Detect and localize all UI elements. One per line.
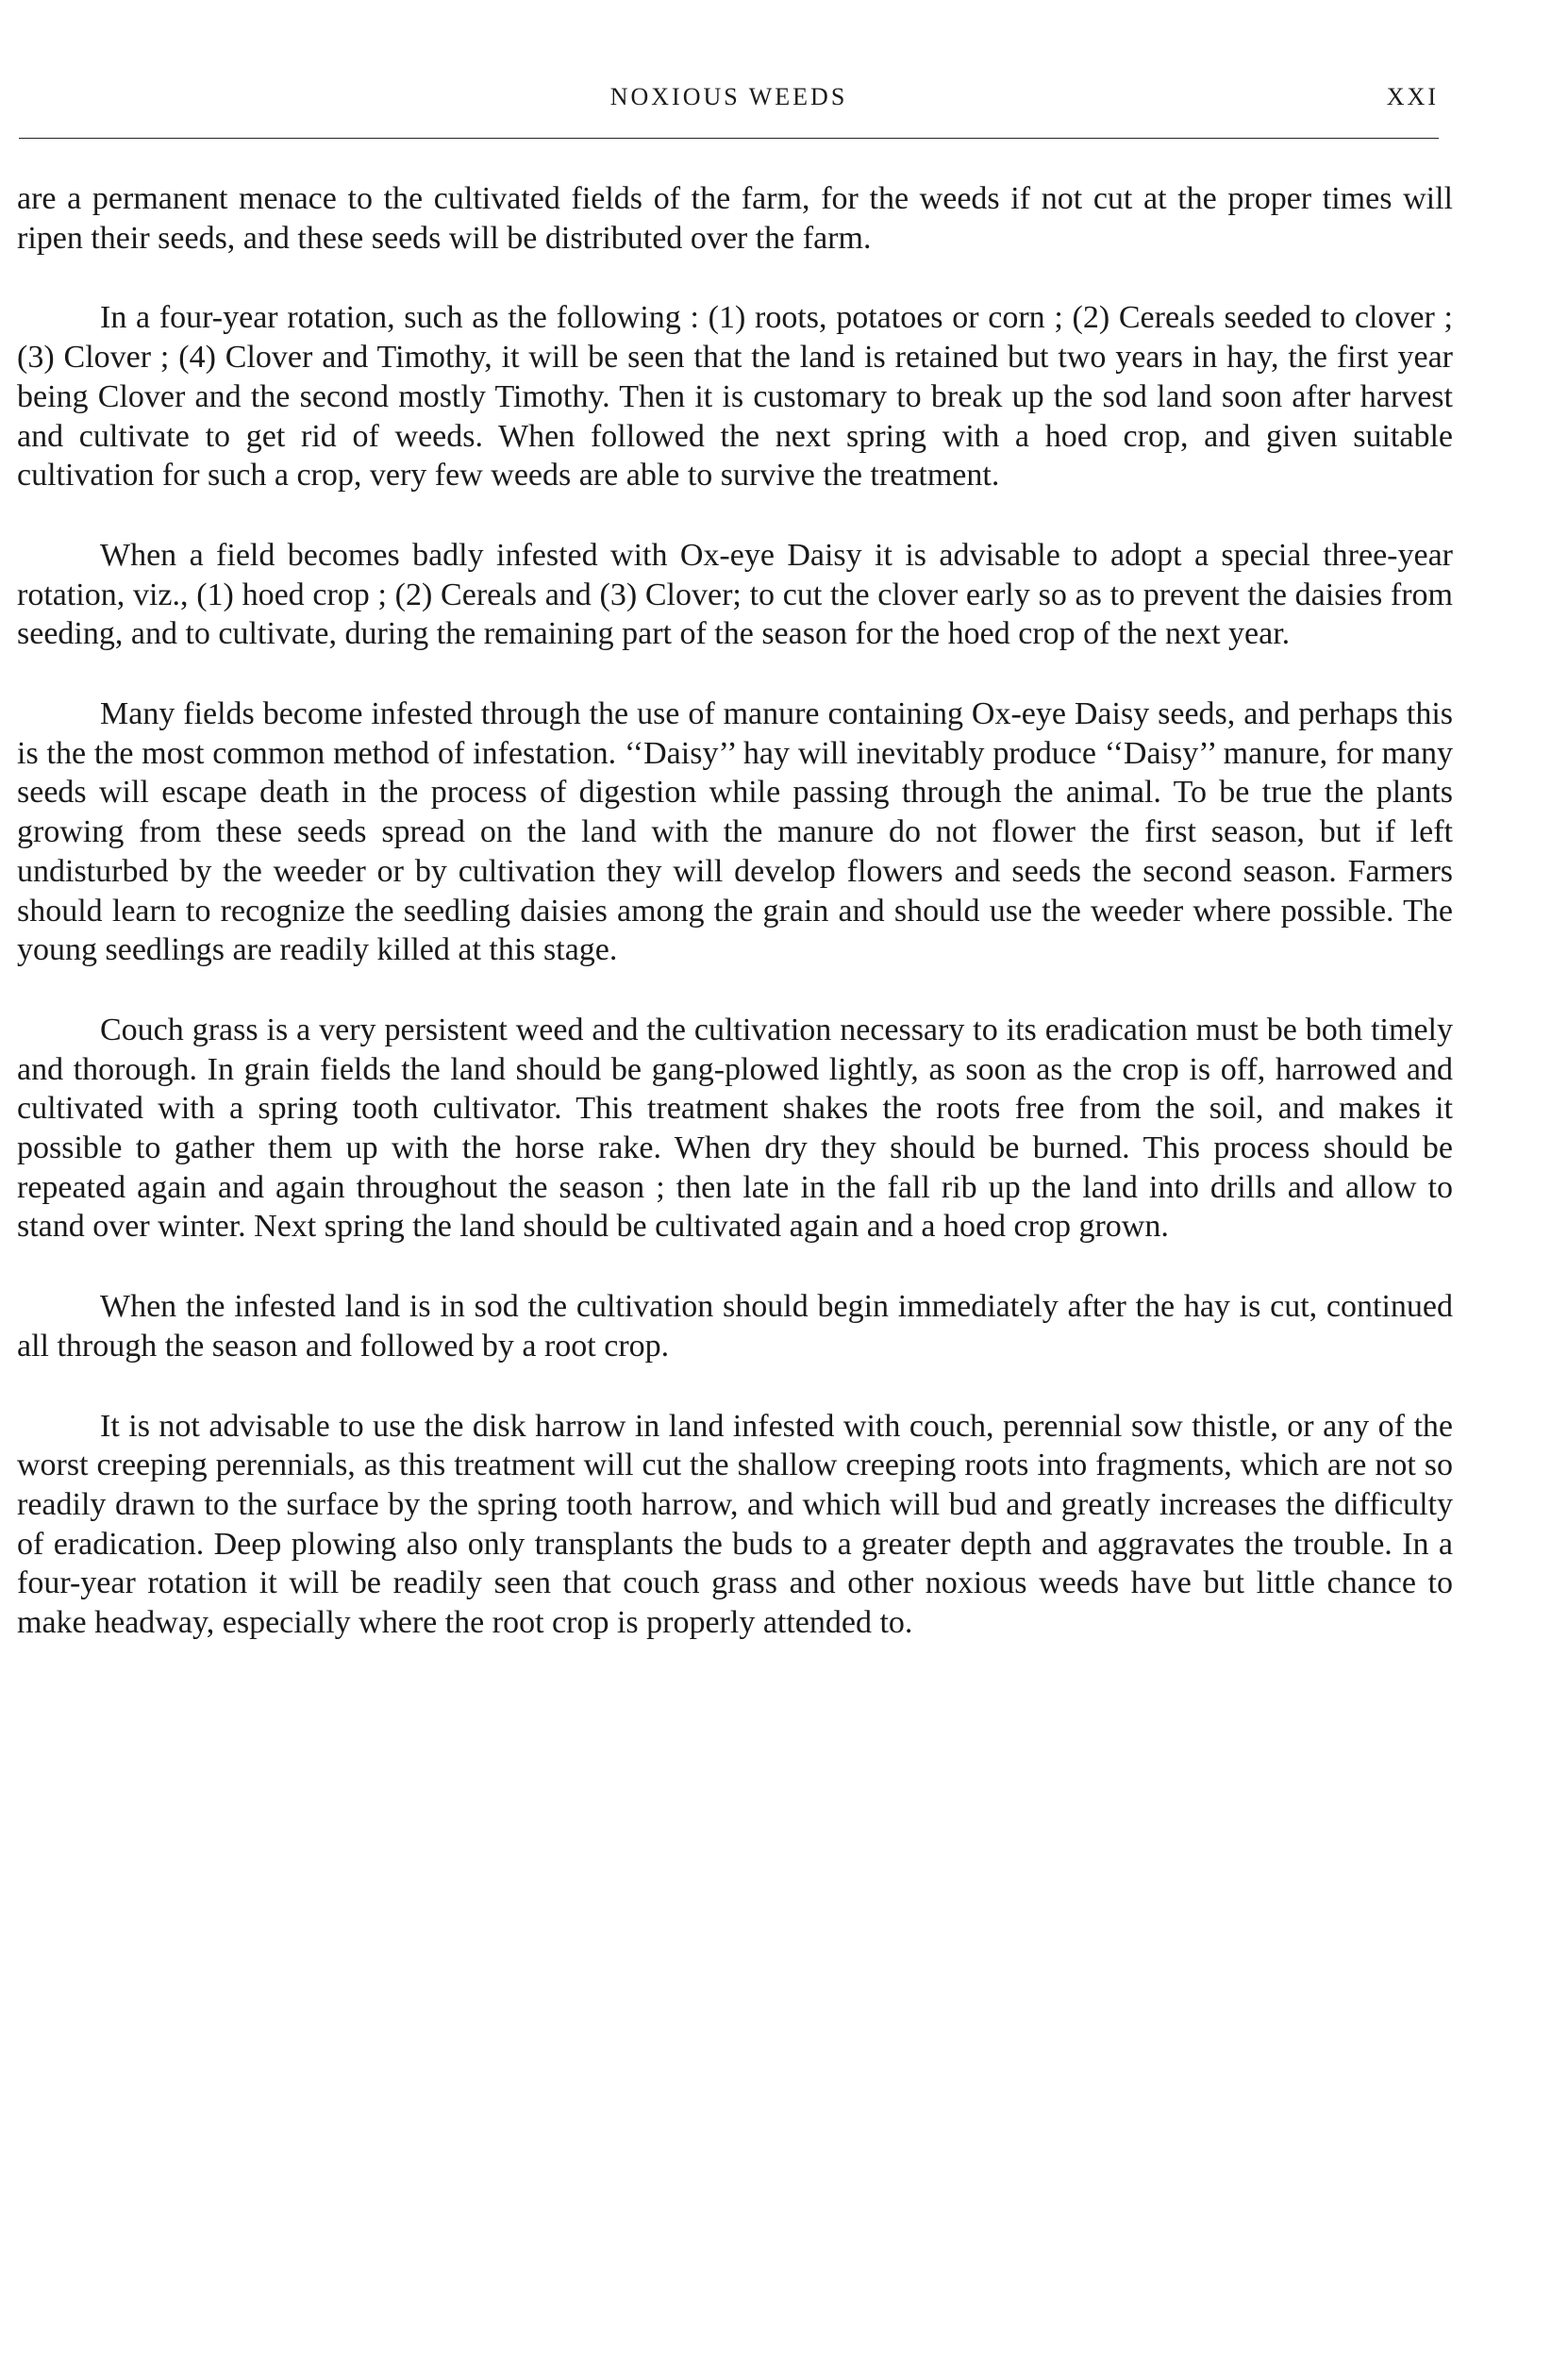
paragraph-disk-harrow: It is not advisable to use the disk harrow in land infested with couch, perennial sow thistle, or any of the worst creeping perennials, as this treatment will cut the shallow creeping roots into fragments, which are not so readily drawn to the surface by the spring tooth harrow, and which will bud and greatly increases the difficulty of eradication. Deep plowing also only transplants the buds to a greater depth and aggravates the trouble. In a four-year rotation it will be readily seen that couch grass and other noxious weeds have but little chance to make headway, especially where the root crop is properly attended to. xyxy=(17,1408,1453,1641)
paragraph-sod: When the infested land is in sod the cultivation should begin immediately after the hay is cut, continued all through the season and followed by a root crop. xyxy=(17,1289,1453,1364)
paragraph-rotation: In a four-year rotation, such as the following : (1) roots, potatoes or corn ; (2) Cereals seeded to clover ; (3) Clover ; (4) Clover and Timothy, it will be seen that the land is retained but two years in hay, the first year being Clover and the second mostly Timothy. Then it is customary to break up the sod land soon after harvest and cultivate to get rid of weeds. When followed the next spring with a hoed crop, and given suitable cultivation for such a crop, very few weeds are able to survive the treatment. xyxy=(17,300,1453,494)
paragraph-continued: are a permanent menace to the cultivated fields of the farm, for the weeds if not cut at the proper times will ripen their seeds, and these seeds will be distributed over the farm. xyxy=(17,181,1453,256)
page-number: XXI xyxy=(1386,83,1439,110)
running-title: NOXIOUS WEEDS xyxy=(609,83,848,110)
paragraph-couch-grass: Couch grass is a very persistent weed and the cultivation necessary to its eradication must be both timely and thorough. In grain fields the land should be gang-plowed lightly, as soon as the crop is off, harrowed and cultivated with a spring tooth cultivator. This treatment shakes the roots free from the soil, and makes it possible to gather them up with the horse rake. When dry they should be burned. This process should be repeated again and again throughout the season ; then late in the fall rib up the land into drills and allow to stand over winter. Next spring the land should be cultivated again and a hoed crop grown. xyxy=(17,1012,1453,1245)
body-text xyxy=(17,179,1453,1683)
paragraph-ox-eye-daisy: When a field becomes badly infested with Ox-eye Daisy it is advisable to adopt a special three-year rotation, viz., (1) hoed crop ; (2) Cereals and (3) Clover; to cut the clover early so as to prevent the daisies from seeding, and to cultivate, during the remaining part of the season for the hoed crop of the next year. xyxy=(17,537,1453,652)
running-head xyxy=(19,74,1439,121)
paragraph-manure: Many fields become infested through the use of manure containing Ox-eye Daisy seeds, and perhaps this is the the most common method of infestation. ‘‘Daisy’’ hay will inevitably produce ‘‘Daisy’’ manure, for many seeds will escape death in the process of digestion while passing through the animal. To be true the plants growing from these seeds spread on the land with the manure do not flower the first season, but if left undisturbed by the weeder or by cultivation they will develop flowers and seeds the second season. Farmers should learn to recognize the seedling daisies among the grain and should use the weeder where possible. The young seedlings are readily killed at this stage. xyxy=(17,696,1453,968)
header-rule xyxy=(19,138,1439,139)
